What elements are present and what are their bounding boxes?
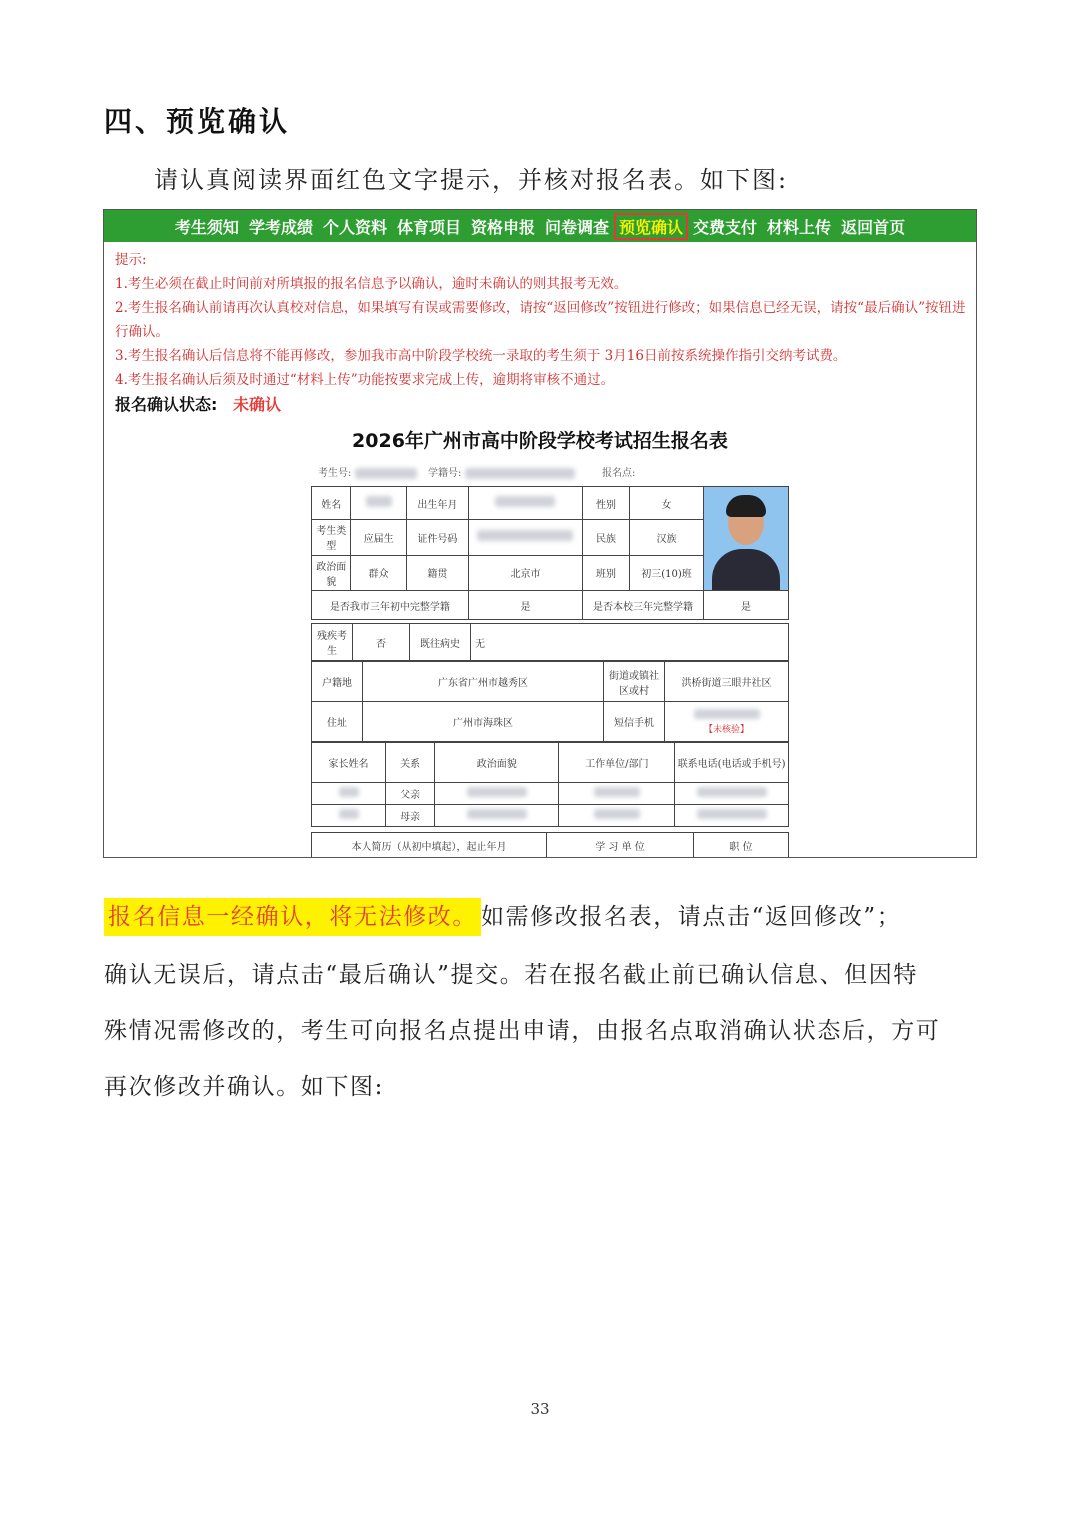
resume-position-header: 职 位	[694, 833, 789, 859]
nav-item-scores[interactable]: 学考成绩	[248, 217, 313, 237]
body-line-4: 再次修改并确认。如下图:	[104, 1074, 384, 1100]
top-nav	[104, 210, 976, 242]
nav-item-notice[interactable]: 考生须知	[174, 217, 239, 237]
nav-item-profile[interactable]: 个人资料	[322, 217, 387, 237]
history-value: 无	[471, 624, 789, 661]
portrait-photo	[704, 487, 788, 590]
tips-title: 提示:	[115, 252, 147, 268]
registration-screenshot	[103, 209, 977, 858]
exam-no-label: 考生号:	[318, 468, 352, 479]
type-value: 应届生	[351, 520, 406, 555]
table-row	[312, 805, 789, 827]
cert-label: 证件号码	[406, 520, 468, 555]
birth-label: 出生年月	[406, 487, 468, 520]
type-label: 考生类型	[312, 520, 351, 555]
parent-phone	[675, 783, 789, 805]
health-table	[311, 623, 789, 661]
relation-header: 关系	[386, 743, 435, 783]
street-value: 洪桥街道三眼井社区	[665, 662, 789, 702]
disabled-value: 否	[353, 624, 410, 661]
page-number: 33	[530, 1400, 550, 1418]
tip-line: 4.考生报名确认后须及时通过“材料上传”功能按要求完成上传，逾期将审核不通过。	[115, 372, 615, 388]
intro-text: 请认真阅读界面红色文字提示，并核对报名表。如下图:	[154, 166, 789, 194]
workplace-header: 工作单位/部门	[559, 743, 675, 783]
sms-value	[665, 702, 789, 742]
parent-name	[312, 783, 386, 805]
name-value	[351, 487, 406, 520]
parents-table	[311, 742, 789, 827]
parent-phone	[675, 805, 789, 827]
school3-label: 是否本校三年完整学籍	[583, 591, 704, 620]
parent-relation: 父亲	[386, 783, 435, 805]
student-photo	[703, 487, 788, 591]
nav-item-preview-confirm[interactable]: 预览确认	[614, 213, 688, 240]
tip-line: 1.考生必须在截止时间前对所填报的报名信息予以确认，逾时未确认的则其报考无效。	[115, 276, 628, 292]
parent-workplace	[559, 783, 675, 805]
nav-item-home[interactable]: 返回首页	[841, 217, 906, 237]
origin-value: 北京市	[468, 555, 582, 590]
gender-value: 女	[630, 487, 704, 520]
class-value: 初三(10)班	[630, 555, 704, 590]
ethnic-label: 民族	[583, 520, 630, 555]
name-label: 姓名	[312, 487, 351, 520]
site-field	[602, 464, 635, 479]
huji-value: 广东省广州市越秀区	[363, 662, 604, 702]
exam-no-field	[318, 464, 417, 479]
political-header: 政治面貌	[435, 743, 559, 783]
huji-label: 户籍地	[312, 662, 363, 702]
nav-item-qualification[interactable]: 资格申报	[470, 217, 535, 237]
body-line-3: 殊情况需修改的，考生可向报名点提出申请，由报名点取消确认状态后，方可	[104, 1018, 941, 1044]
tips-box	[115, 248, 970, 392]
tip-line: 2.考生报名确认前请再次认真校对信息，如果填写有误或需要修改，请按“返回修改”按钮进行修改；如果信息已经无误，请按“最后确认”按钮进行确认。	[115, 300, 966, 340]
table-row	[312, 783, 789, 805]
gender-label: 性别	[583, 487, 630, 520]
redacted-value	[355, 468, 417, 479]
site-label: 报名点:	[602, 468, 636, 479]
school-no-field	[428, 464, 575, 479]
class-label: 班别	[583, 555, 630, 590]
nav-item-sports[interactable]: 体育项目	[396, 217, 461, 237]
basic-info-table	[311, 486, 789, 620]
school-no-label: 学籍号:	[428, 468, 462, 479]
status-value: 未确认	[232, 395, 281, 414]
address-value: 广州市海珠区	[363, 702, 604, 742]
resume-school-header: 学 习 单 位	[547, 833, 694, 859]
highlight-text: 报名信息一经确认，将无法修改。	[104, 898, 481, 936]
status-label: 报名确认状态:	[115, 395, 218, 414]
parent-name	[312, 805, 386, 827]
nav-item-upload[interactable]: 材料上传	[767, 217, 832, 237]
phone-header: 联系电话(电话或手机号)	[675, 743, 789, 783]
street-label: 街道或镇社区或村	[604, 662, 665, 702]
unverified-tag: 【未核验】	[703, 724, 749, 735]
birth-value	[468, 487, 582, 520]
resume-table	[311, 832, 789, 858]
form-title: 2026年广州市高中阶段学校考试招生报名表	[352, 430, 728, 452]
disabled-label: 残疾考生	[312, 624, 353, 661]
body-line-2: 确认无误后，请点击“最后确认”提交。若在报名截止前已确认信息、但因特	[104, 962, 918, 988]
city3-value: 是	[468, 591, 582, 620]
redacted-value	[465, 468, 575, 479]
political-label: 政治面貌	[312, 555, 351, 590]
tip-line: 3.考生报名确认后信息将不能再修改，参加我市高中阶段学校统一录取的考生须于 3月16日前按系统操作指引交纳考试费。	[115, 348, 847, 364]
resume-period-header: 本人简历（从初中填起），起止年月	[312, 833, 547, 859]
history-label: 既往病史	[410, 624, 471, 661]
address-table	[311, 661, 789, 742]
parent-relation: 母亲	[386, 805, 435, 827]
section-heading: 四、预览确认	[104, 105, 291, 138]
address-label: 住址	[312, 702, 363, 742]
nav-item-payment[interactable]: 交费支付	[693, 217, 758, 237]
confirm-status	[115, 392, 281, 415]
body-line-1-rest: 如需修改报名表，请点击“返回修改”；	[481, 904, 902, 930]
ethnic-value: 汉族	[630, 520, 704, 555]
parent-workplace	[559, 805, 675, 827]
cert-value	[468, 520, 582, 555]
city3-label: 是否我市三年初中完整学籍	[312, 591, 469, 620]
parent-name-header: 家长姓名	[312, 743, 386, 783]
nav-item-survey[interactable]: 问卷调查	[545, 217, 610, 237]
political-value: 群众	[351, 555, 406, 590]
origin-label: 籍贯	[406, 555, 468, 590]
body-line-1	[104, 898, 978, 931]
parent-political	[435, 805, 559, 827]
sms-label: 短信手机	[604, 702, 665, 742]
parent-political	[435, 783, 559, 805]
school3-value: 是	[703, 591, 788, 620]
